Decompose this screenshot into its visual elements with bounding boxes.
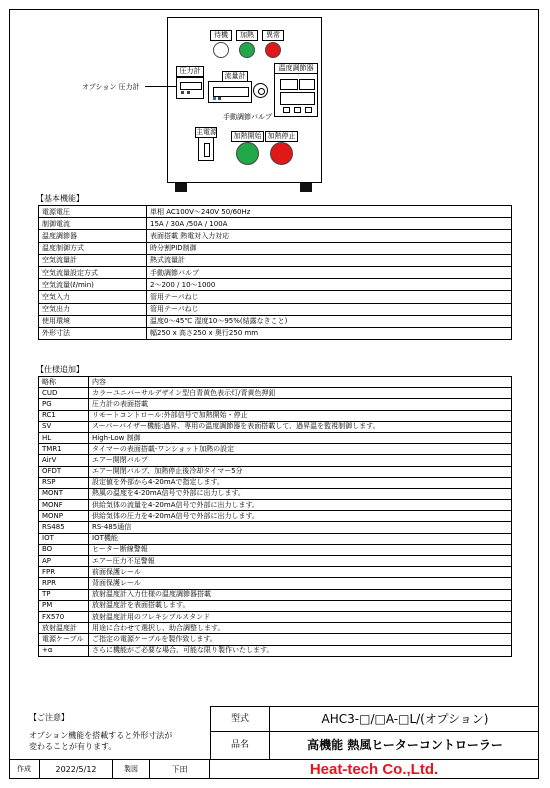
spec-value: 温度0〜45℃ 湿度10〜95%(結露なきこと) — [147, 315, 512, 327]
option-code: RSP — [39, 477, 89, 488]
spec-key: 空気流量計 — [39, 254, 147, 266]
option-code: MONT — [39, 488, 89, 499]
option-code: TMR1 — [39, 444, 89, 455]
table-row — [39, 500, 512, 511]
table-row — [39, 645, 512, 656]
option-code: HL — [39, 432, 89, 443]
table-row — [39, 242, 512, 254]
heat-start-label: 加熱開始 — [231, 131, 264, 142]
option-desc: 熱風の温度を4-20mA信号で外部に出力します。 — [89, 488, 512, 499]
spec-key: 制御電流 — [39, 218, 147, 230]
table-row — [39, 218, 512, 230]
standby-lamp-label: 待機 — [210, 30, 232, 41]
option-code: OFDT — [39, 466, 89, 477]
table-row — [39, 544, 512, 555]
option-desc: リモートコントロール:外部信号で加熱開始・停止 — [89, 410, 512, 421]
temp-controller-icon — [274, 73, 318, 117]
option-desc: ご指定の電源ケーブルを製作致します。 — [89, 634, 512, 645]
table-row — [39, 556, 512, 567]
table-row — [39, 315, 512, 327]
option-code: SV — [39, 421, 89, 432]
name-value: 高機能 熱風ヒーターコントローラー — [307, 738, 503, 752]
main-power-switch-icon — [198, 137, 214, 161]
model-label: 型式 — [211, 707, 270, 731]
table-row — [39, 522, 512, 533]
option-code: TP — [39, 589, 89, 600]
caution-line-2: 変わることが有ります。 — [29, 742, 117, 751]
basic-spec-table — [38, 205, 512, 340]
option-code: 放射温度計 — [39, 623, 89, 634]
option-desc: エアー開閉バルブ、加熱停止後冷却タイマー5分 — [89, 466, 512, 477]
standby-lamp-icon — [213, 42, 229, 58]
name-row — [210, 731, 539, 759]
header-desc: 内容 — [89, 377, 512, 388]
table-row — [39, 634, 512, 645]
table-row — [39, 421, 512, 432]
caution-text — [29, 730, 172, 752]
table-row — [39, 388, 512, 399]
option-code: 電源ケーブル — [39, 634, 89, 645]
spec-value: 手動調節バルブ — [147, 266, 512, 278]
option-desc: 圧力計の表面搭載 — [89, 399, 512, 410]
heat-stop-button-icon — [270, 142, 293, 165]
table-row — [39, 477, 512, 488]
option-code: IOT — [39, 533, 89, 544]
option-desc: 供給気体の圧力を4-20mA信号で外部に出力します。 — [89, 511, 512, 522]
spec-key: 使用環境 — [39, 315, 147, 327]
table-row — [39, 206, 512, 218]
header-code: 略称 — [39, 377, 89, 388]
option-code: RC1 — [39, 410, 89, 421]
model-row — [210, 706, 539, 731]
option-desc: RS-485通信 — [89, 522, 512, 533]
spec-value: 管用テーパねじ — [147, 291, 512, 303]
option-desc: タイマーの表面搭載-ワンショット加熱の設定 — [89, 444, 512, 455]
model-value: AHC3-□/□A-□L/(オプション) — [321, 712, 489, 726]
created-label: 作成 — [9, 760, 40, 779]
pressure-gauge-icon — [176, 77, 204, 99]
table-row — [39, 567, 512, 578]
option-code: AirV — [39, 455, 89, 466]
table-row — [39, 303, 512, 315]
spec-value: 単相 AC100V〜240V 50/60Hz — [147, 206, 512, 218]
error-lamp-icon — [265, 42, 281, 58]
option-desc: 放射温度計を表面搭載します。 — [89, 600, 512, 611]
spec-value: 15A / 30A /50A / 100A — [147, 218, 512, 230]
table-row — [39, 432, 512, 443]
table-row — [39, 533, 512, 544]
basic-title: 【基本機能】 — [36, 194, 84, 203]
table-row — [39, 410, 512, 421]
drawer-value: 下田 — [150, 760, 210, 779]
option-pressure-label: オプション 圧力計 — [82, 83, 140, 91]
option-desc: カラーユニバーサルデザイン型白青黄色表示灯/青黄色押釦 — [89, 388, 512, 399]
table-row — [39, 589, 512, 600]
option-desc: 背面保護レール — [89, 578, 512, 589]
spec-key: 空気流量(ℓ/min) — [39, 279, 147, 291]
option-code: CUD — [39, 388, 89, 399]
option-desc: 放射温度計入力仕様の温度調節器搭載 — [89, 589, 512, 600]
drawn-label: 製図 — [113, 760, 150, 779]
heating-lamp-label: 加熱 — [236, 30, 258, 41]
table-row — [39, 291, 512, 303]
option-code: PM — [39, 600, 89, 611]
spec-value: 時分割PID制御 — [147, 242, 512, 254]
option-desc: 設定値を外部から4-20mAで指定します。 — [89, 477, 512, 488]
name-label: 品名 — [211, 732, 270, 759]
table-row — [39, 511, 512, 522]
heat-start-button-icon — [236, 142, 259, 165]
option-desc: 用途に合わせて選択し、助合調整します。 — [89, 623, 512, 634]
option-code: FX570 — [39, 611, 89, 622]
option-code: MONP — [39, 511, 89, 522]
option-code: BO — [39, 544, 89, 555]
option-code: RS485 — [39, 522, 89, 533]
right-foot — [300, 183, 312, 192]
table-header-row — [39, 377, 512, 388]
option-desc: 供給気体の流量を4-20mA信号で外部に出力します。 — [89, 500, 512, 511]
option-code: RPR — [39, 578, 89, 589]
company-logo: Heat-tech Co.,Ltd. — [309, 761, 439, 778]
manual-valve-icon — [253, 83, 268, 98]
option-desc: IOT機能 — [89, 533, 512, 544]
option-desc: エアー圧力不足警報 — [89, 556, 512, 567]
manual-valve-label: 手動調節バルブ — [223, 113, 272, 121]
option-code: FPR — [39, 567, 89, 578]
table-row — [39, 279, 512, 291]
heat-stop-label: 加熱停止 — [265, 131, 298, 142]
table-row — [39, 611, 512, 622]
option-code: +α — [39, 645, 89, 656]
spec-value: 熱式流量計 — [147, 254, 512, 266]
option-desc: ヒーター断線警報 — [89, 544, 512, 555]
heating-lamp-icon — [239, 42, 255, 58]
table-row — [39, 466, 512, 477]
spec-key: 空気出力 — [39, 303, 147, 315]
options-table — [38, 376, 512, 657]
caution-title: 【ご注意】 — [29, 713, 69, 722]
error-lamp-label: 異常 — [262, 30, 284, 41]
main-power-label: 主電源 — [196, 128, 217, 136]
table-row — [39, 600, 512, 611]
table-row — [39, 254, 512, 266]
option-desc: 放射温度計用のフレキシブルスタンド — [89, 611, 512, 622]
spec-key: 温度調節器 — [39, 230, 147, 242]
option-code: PG — [39, 399, 89, 410]
spec-value: 管用テーパねじ — [147, 303, 512, 315]
option-desc: スーパーバイザー機能:過昇、専用の温度調節器を表面搭載して、過昇温を監視制御します。 — [89, 421, 512, 432]
option-leader-line — [145, 86, 176, 87]
options-title: 【仕様追加】 — [36, 365, 84, 374]
flow-meter-label: 流量計 — [222, 71, 248, 82]
option-code: AP — [39, 556, 89, 567]
signature-row — [9, 759, 539, 779]
option-desc: 前面保護レール — [89, 567, 512, 578]
temp-controller-label: 温度調節器 — [274, 63, 318, 74]
option-code: MONF — [39, 500, 89, 511]
caution-line-1: オプション機能を搭載すると外形寸法が — [29, 731, 173, 740]
spec-key: 空気流量設定方式 — [39, 266, 147, 278]
spec-value: 表面搭載 熱電対入力対応 — [147, 230, 512, 242]
pressure-gauge-label: 圧力計 — [176, 66, 204, 77]
spec-key: 空気入力 — [39, 291, 147, 303]
option-desc: さらに機能がご必要な場合、可能な限り製作いたします。 — [89, 645, 512, 656]
option-desc: High-Low 制御 — [89, 432, 512, 443]
table-row — [39, 266, 512, 278]
table-row — [39, 623, 512, 634]
table-row — [39, 399, 512, 410]
table-row — [39, 230, 512, 242]
table-row — [39, 578, 512, 589]
spec-key: 温度制御方式 — [39, 242, 147, 254]
spec-key: 外形寸法 — [39, 327, 147, 339]
left-foot — [175, 183, 187, 192]
flow-meter-icon — [208, 81, 252, 103]
date-value: 2022/5/12 — [40, 760, 113, 779]
spec-value: 幅250 x 高さ250 x 奥行250 mm — [147, 327, 512, 339]
spec-value: 2〜200 / 10〜1000 — [147, 279, 512, 291]
table-row — [39, 455, 512, 466]
table-row — [39, 488, 512, 499]
option-desc: エアー開閉バルブ — [89, 455, 512, 466]
table-row — [39, 327, 512, 339]
table-row — [39, 444, 512, 455]
spec-key: 電源電圧 — [39, 206, 147, 218]
